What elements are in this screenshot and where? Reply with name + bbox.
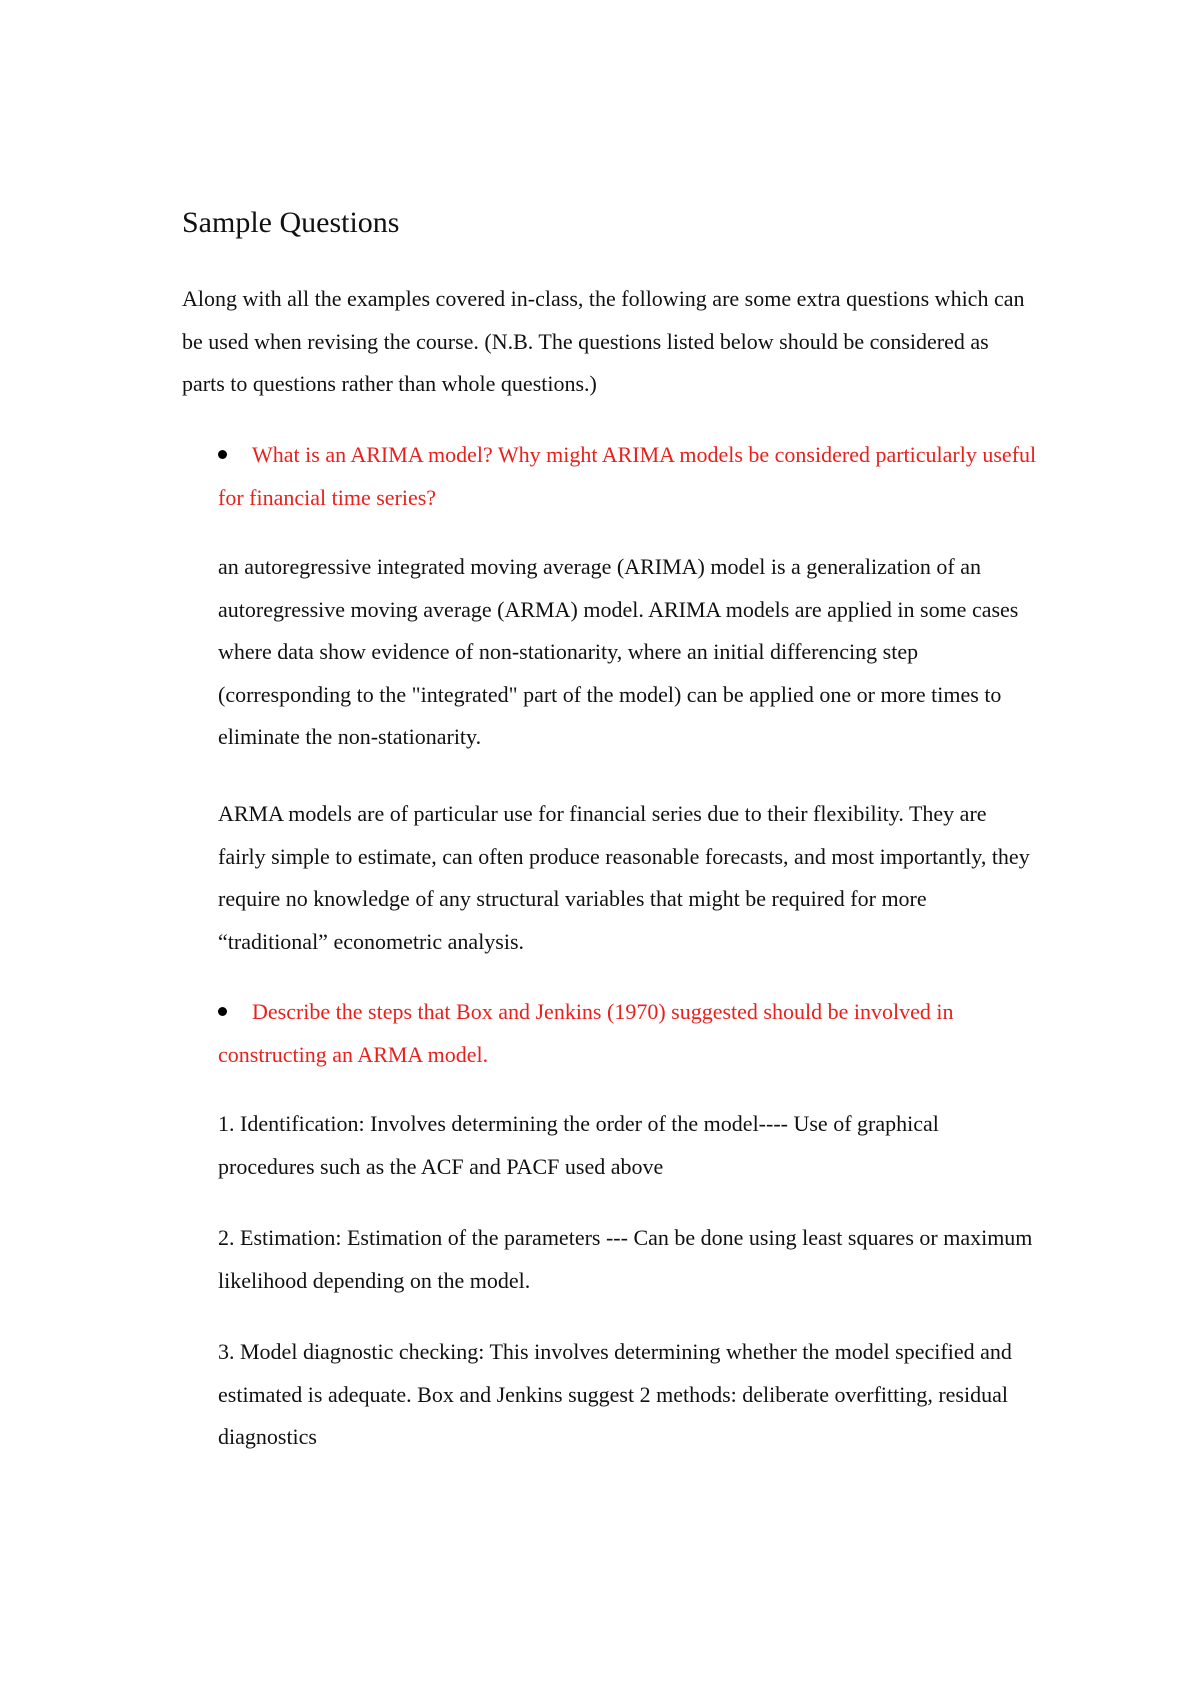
- answer-2-step-3: 3. Model diagnostic checking: This involves determining whether the model specified and estimated is adequate. Box and Jenkins suggest 2 methods: deliberate overfitting, residual diagnostics: [218, 1339, 1012, 1449]
- bullet-icon: [218, 1007, 227, 1016]
- question-1: [218, 433, 1038, 519]
- page-title: Sample Questions: [182, 206, 400, 239]
- answer-1-paragraph-2: ARMA models are of particular use for financial series due to their flexibility. They are fairly simple to estimate, can often produce reasonable forecasts, and most importantly, they require no knowledge of any structural variables that might be required for more “traditional” econometric analysis.: [218, 801, 1030, 954]
- question-2: [218, 990, 1038, 1076]
- bullet-icon: [218, 450, 227, 459]
- intro-paragraph: Along with all the examples covered in-class, the following are some extra questions which can be used when revising the course. (N.B. The questions listed below should be considered as parts to questions rather than whole questions.): [182, 286, 1025, 396]
- answer-2-step-1: 1. Identification: Involves determining the order of the model---- Use of graphical procedures such as the ACF and PACF used above: [218, 1111, 939, 1179]
- answer-1-paragraph-1: an autoregressive integrated moving average (ARIMA) model is a generalization of an autoregressive moving average (ARMA) model. ARIMA models are applied in some cases where data show evidence of non-stationarity, where an initial differencing step (corresponding to the "integrated" part of the model) can be applied one or more times to eliminate the non-stationarity.: [218, 554, 1019, 749]
- question-1-text: What is an ARIMA model? Why might ARIMA models be considered particularly useful for financial time series?: [218, 442, 1037, 510]
- answer-2-step-2: 2. Estimation: Estimation of the parameters --- Can be done using least squares or maximum likelihood depending on the model.: [218, 1225, 1033, 1293]
- question-2-text: Describe the steps that Box and Jenkins (1970) suggested should be involved in constructing an ARMA model.: [218, 999, 954, 1067]
